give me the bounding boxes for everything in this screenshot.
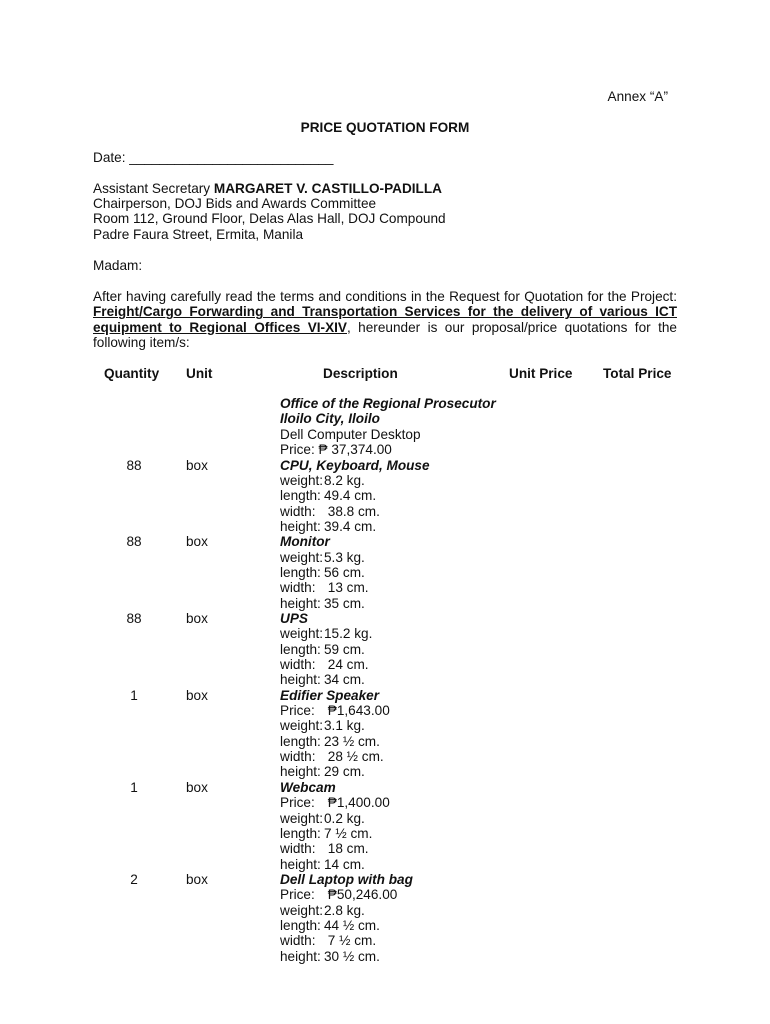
- body-paragraph: [93, 289, 677, 351]
- item-quantity: 1: [130, 779, 138, 795]
- spec-value: 7 ½ cm.: [324, 933, 377, 949]
- item-unit: box: [186, 457, 208, 473]
- spec-value: 13 cm.: [324, 580, 369, 596]
- item-unit: box: [186, 534, 208, 550]
- item-spec-line: [280, 657, 372, 672]
- spec-value: 23 ½ cm.: [324, 733, 380, 749]
- item-spec-line: [280, 718, 390, 733]
- spec-value: ₱1,643.00: [324, 703, 390, 719]
- spec-label: length:: [280, 564, 321, 580]
- item-description: [280, 611, 372, 688]
- item-quantity: 88: [126, 457, 142, 473]
- item-description: [280, 780, 390, 872]
- spec-label: width:: [280, 580, 316, 596]
- spec-value: ₱50,246.00: [324, 887, 398, 903]
- spec-label: height:: [280, 595, 321, 611]
- item-spec-line: [280, 949, 413, 964]
- spec-value: 44 ½ cm.: [324, 917, 380, 933]
- item-title: Dell Laptop with bag: [280, 871, 413, 887]
- spec-label: width:: [280, 503, 316, 519]
- spec-label: weight:: [280, 902, 324, 918]
- item-spec-line: [280, 857, 390, 872]
- item-unit: box: [186, 611, 208, 626]
- spec-value: 7 ½ cm.: [324, 825, 373, 841]
- spec-label: length:: [280, 488, 321, 504]
- item-spec-line: [280, 826, 390, 841]
- spec-label: Price:: [280, 703, 315, 719]
- spec-label: Price:: [280, 795, 315, 811]
- spec-label: width:: [280, 657, 316, 673]
- item-title: Webcam: [280, 779, 336, 795]
- spec-label: length:: [280, 733, 321, 749]
- spec-value: 56 cm.: [324, 564, 365, 580]
- office-product: Dell Computer Desktop: [280, 426, 421, 442]
- item-spec-line: [280, 841, 390, 856]
- item-spec-line: [280, 504, 430, 519]
- spec-label: weight:: [280, 626, 324, 642]
- spec-value: 38.8 cm.: [324, 503, 380, 519]
- spec-label: weight:: [280, 810, 324, 826]
- item-spec-line: [280, 795, 390, 810]
- spec-value: 34 cm.: [324, 672, 365, 688]
- item-spec-line: [280, 488, 430, 503]
- salutation: Madam:: [93, 258, 143, 273]
- item-spec-line: [280, 626, 372, 641]
- spec-value: 49.4 cm.: [324, 488, 377, 504]
- office-price: Price: ₱ 37,374.00: [280, 442, 392, 458]
- spec-label: height:: [280, 764, 321, 780]
- project-name: Freight/Cargo Forwarding and Transportation Services for the delivery of various ICT equipment to Regional Offices VI-XIV: [93, 304, 677, 335]
- item-spec-line: [280, 734, 390, 749]
- item-spec-line: [280, 580, 369, 595]
- addressee-line-3: Room 112, Ground Floor, Delas Alas Hall, DOJ Compound: [93, 211, 446, 226]
- item-spec-line: [280, 565, 369, 580]
- spec-label: weight:: [280, 549, 324, 565]
- item-spec-line: [280, 749, 390, 764]
- office-name: Office of the Regional Prosecutor: [280, 396, 496, 411]
- item-quantity: 88: [126, 611, 142, 626]
- header-unit-price: Unit Price: [509, 366, 573, 381]
- item-unit: box: [186, 779, 208, 795]
- spec-value: 5.3 kg.: [324, 549, 365, 565]
- spec-value: 14 cm.: [324, 856, 365, 872]
- item-title: Edifier Speaker: [280, 687, 379, 703]
- spec-value: 30 ½ cm.: [324, 948, 380, 964]
- addressee-name: MARGARET V. CASTILLO-PADILLA: [213, 181, 442, 196]
- spec-value: 59 cm.: [324, 641, 365, 657]
- office-block: [280, 396, 496, 457]
- spec-label: length:: [280, 917, 321, 933]
- item-spec-line: [280, 519, 430, 534]
- item-unit: box: [186, 871, 208, 887]
- item-spec-line: [280, 918, 413, 933]
- body-outro: , hereunder is our proposal/price quotations for the following item/s:: [93, 319, 677, 351]
- spec-label: length:: [280, 825, 321, 841]
- spec-value: 8.2 kg.: [324, 472, 365, 488]
- item-spec-line: [280, 596, 369, 611]
- spec-label: height:: [280, 672, 321, 688]
- item-spec-line: [280, 703, 390, 718]
- item-title: Monitor: [280, 534, 330, 550]
- item-spec-line: [280, 672, 372, 687]
- item-spec-line: [280, 550, 369, 565]
- spec-label: weight:: [280, 472, 324, 488]
- spec-value: 15.2 kg.: [324, 626, 373, 642]
- item-spec-line: [280, 764, 390, 779]
- spec-label: height:: [280, 856, 321, 872]
- spec-value: 29 cm.: [324, 764, 365, 780]
- header-unit: Unit: [186, 366, 213, 381]
- spec-value: 3.1 kg.: [324, 718, 365, 734]
- spec-value: 28 ½ cm.: [324, 749, 384, 765]
- item-spec-line: [280, 473, 430, 488]
- item-description: [280, 688, 390, 780]
- item-title: UPS: [280, 611, 308, 626]
- addressee-line-1: [93, 181, 442, 196]
- item-description: [280, 872, 413, 964]
- spec-label: width:: [280, 841, 316, 857]
- item-quantity: 88: [126, 534, 142, 550]
- addressee-line-4: Padre Faura Street, Ermita, Manila: [93, 227, 304, 242]
- addressee-title: Assistant Secretary: [93, 181, 214, 196]
- item-title: CPU, Keyboard, Mouse: [280, 457, 430, 473]
- item-description: [280, 458, 430, 535]
- addressee-line-2: Chairperson, DOJ Bids and Awards Committee: [93, 196, 377, 211]
- spec-value: 2.8 kg.: [324, 902, 365, 918]
- item-spec-line: [280, 642, 372, 657]
- body-intro: After having carefully read the terms and conditions in the Request for Quotation for the Project:: [93, 289, 677, 304]
- form-title: PRICE QUOTATION FORM: [300, 120, 470, 135]
- spec-label: height:: [280, 518, 321, 534]
- date-line: Date: ___________________________: [93, 150, 334, 165]
- item-spec-line: [280, 903, 413, 918]
- spec-label: height:: [280, 948, 321, 964]
- item-unit: box: [186, 687, 208, 703]
- annex-label: Annex “A”: [607, 89, 668, 104]
- item-quantity: 2: [130, 871, 138, 887]
- item-quantity: 1: [130, 687, 138, 703]
- spec-value: 35 cm.: [324, 595, 365, 611]
- spec-label: width:: [280, 749, 316, 765]
- item-spec-line: [280, 887, 413, 902]
- header-quantity: Quantity: [104, 366, 160, 381]
- office-city: Iloilo City, Iloilo: [280, 411, 380, 427]
- spec-label: width:: [280, 933, 316, 949]
- spec-label: weight:: [280, 718, 324, 734]
- spec-value: 0.2 kg.: [324, 810, 365, 826]
- spec-value: 39.4 cm.: [324, 518, 377, 534]
- item-spec-line: [280, 933, 413, 948]
- header-description: Description: [323, 366, 398, 381]
- spec-value: 24 cm.: [324, 657, 369, 673]
- header-total-price: Total Price: [603, 366, 672, 381]
- spec-label: length:: [280, 641, 321, 657]
- item-description: [280, 534, 369, 611]
- spec-label: Price:: [280, 887, 315, 903]
- spec-value: ₱1,400.00: [324, 795, 390, 811]
- spec-value: 18 cm.: [324, 841, 369, 857]
- item-spec-line: [280, 811, 390, 826]
